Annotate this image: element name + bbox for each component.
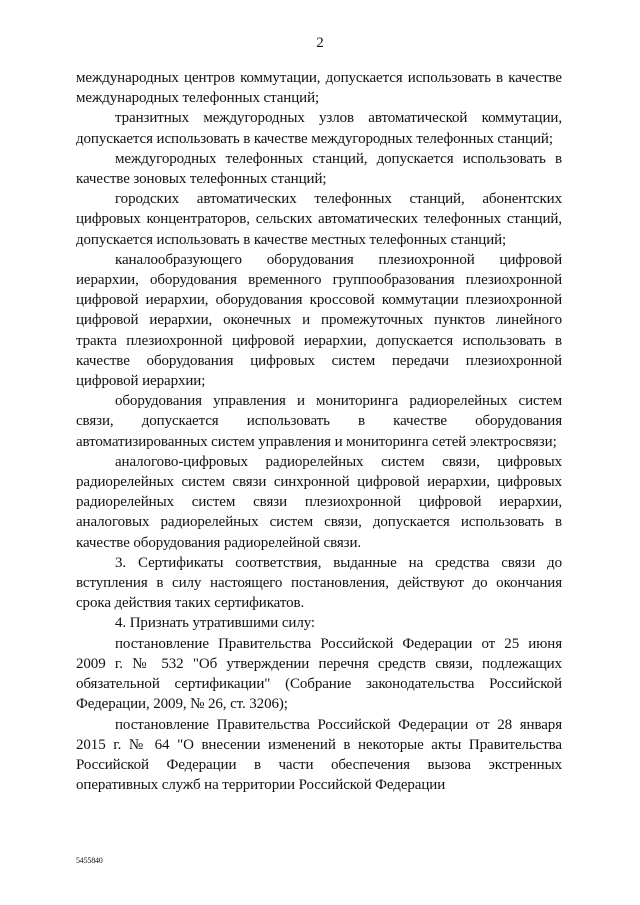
paragraph-city-stations: городских автоматических телефонных станций, абонентских цифровых концентраторов, сельских автоматических телефонных станций, допускается использовать в качестве местных телефонных станций; — [76, 191, 562, 248]
paragraph-certificates: 3. Сертификаты соответствия, выданные на средства связи до вступления в силу настоящего постановления, действуют до окончания срока действия таких сертификатов. — [76, 554, 562, 612]
paragraph-transit-nodes: транзитных междугородных узлов автоматической коммутации, допускается использовать в качестве междугородных телефонных станций; — [76, 110, 562, 147]
paragraph-radio-relay-systems: аналогово-цифровых радиорелейных систем связи, цифровых радиорелейных систем связи синхронной цифровой иерархии, цифровых радиорелейных систем связи плезиохронной цифровой иерархии, аналоговых радиорелейных систем связи, допускается использовать в качестве оборудования радиорелейной связи. — [76, 453, 562, 551]
paragraph-international-centers: международных центров коммутации, допускается использовать в качестве международных телефонных станций; — [76, 70, 562, 107]
paragraph-long-distance-stations: междугородных телефонных станций, допускается использовать в качестве зоновых телефонных станций; — [76, 150, 562, 188]
page-number: 2 — [316, 35, 324, 51]
paragraph-repeal-decree-64: постановление Правительства Российской Федерации от 28 января 2015 г. № 64 "О внесении изменений в некоторые акты Правительства Российской Федерации в части обеспечения вызова экстренных оперативных служб на территории Российской Федерации — [76, 716, 562, 794]
paragraph-radio-relay-management: оборудования управления и мониторинга радиорелейных систем связи, допускается использовать в качестве оборудования автоматизированных систем управления и мониторинга сетей электросвязи; — [76, 393, 562, 450]
paragraph-repeal-heading: 4. Признать утратившими силу: — [115, 615, 315, 632]
paragraph-repeal-decree-532: постановление Правительства Российской Федерации от 25 июня 2009 г. № 532 "Об утверждении перечня средств связи, подлежащих обязательной сертификации" (Собрание законодательства Российской Федерации, 2009, № 26, ст. 3206); — [76, 635, 562, 713]
document-body — [76, 68, 562, 795]
paragraph-plesiochronous-equipment: каналообразующего оборудования плезиохронной цифровой иерархии, оборудования временного группообразования плезиохронной цифровой иерархии, оборудования кроссовой коммутации плезиохронной цифровой иерархии, оконечных и промежуточных пунктов линейного тракта плезиохронной цифровой иерархии, допускается использовать в качестве оборудования цифровых систем передачи плезиохронной цифровой иерархии; — [76, 251, 562, 390]
document-code: 5455840 — [76, 856, 103, 865]
